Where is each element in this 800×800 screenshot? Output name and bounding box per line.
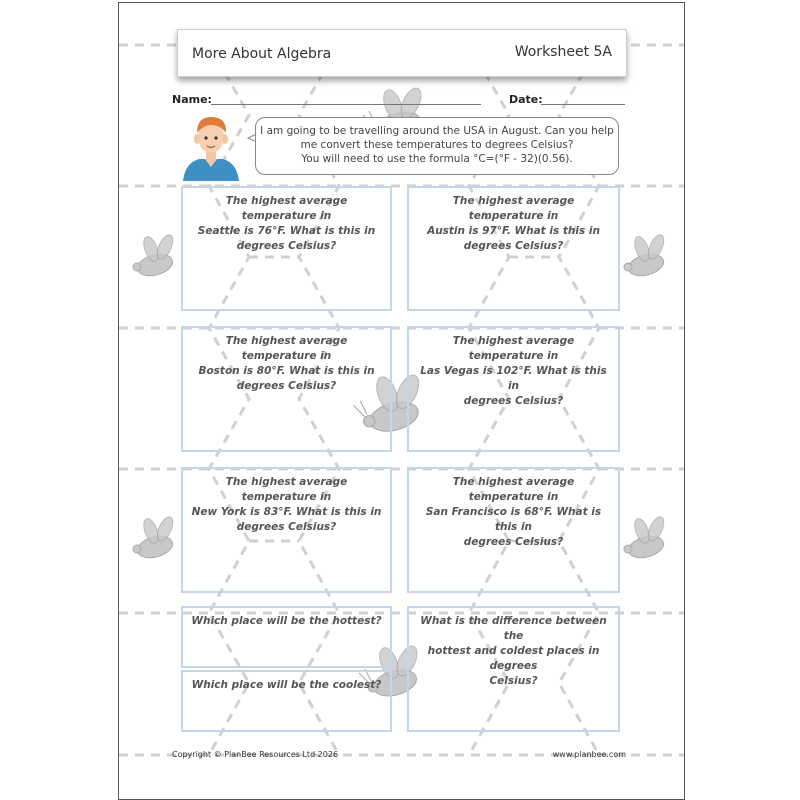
question-box-boston[interactable]: [181, 326, 392, 452]
name-label: Name:: [172, 93, 212, 106]
copyright-notice: Copyright © PlanBee Resources Ltd 2026: [172, 750, 339, 759]
question-box-las-vegas[interactable]: [407, 326, 620, 452]
date-label: Date:: [509, 93, 543, 106]
worksheet-title: More About Algebra: [192, 46, 332, 62]
bee-icon: [123, 233, 187, 289]
question-text: Which place will be the coolest?: [191, 679, 382, 691]
speech-text: I am going to be travelling around the USA in August. Can you help me convert these temperatures to degrees Celsius? You will need to use the formula °C=(°F - 32)(0.56).: [260, 125, 614, 165]
question-box-new-york[interactable]: [181, 467, 392, 593]
title-banner: [177, 29, 627, 77]
question-text: Which place will be the hottest?: [191, 615, 382, 627]
question-text: The highest average temperature in Las Vegas is 102°F. What is this in degrees Celsius?: [420, 335, 607, 407]
question-text: The highest average temperature in Boston is 80°F. What is this in degrees Celsius?: [198, 335, 375, 392]
question-text: The highest average temperature in New York is 83°F. What is this in degrees Celsius?: [191, 476, 382, 533]
bee-icon: [123, 515, 187, 571]
question-box-difference[interactable]: [407, 606, 620, 732]
boy-avatar-icon: [181, 111, 241, 181]
question-box-hottest[interactable]: [181, 606, 392, 668]
date-field[interactable]: [541, 104, 625, 105]
bee-icon: [614, 515, 678, 571]
worksheet-page: [118, 2, 685, 800]
question-text: What is the difference between the hottest and coldest places in degrees Celsius?: [420, 615, 607, 687]
question-text: The highest average temperature in Seattle is 76°F. What is this in degrees Celsius?: [197, 195, 376, 252]
worksheet-number: Worksheet 5A: [514, 44, 612, 60]
speech-bubble: [255, 117, 619, 175]
bee-icon: [614, 233, 678, 289]
name-field[interactable]: [211, 104, 481, 105]
question-text: The highest average temperature in Austin is 97°F. What is this in degrees Celsius?: [427, 195, 600, 252]
question-box-coolest[interactable]: [181, 670, 392, 732]
question-text: The highest average temperature in San Francisco is 68°F. What is this in degrees Celsius?: [425, 476, 602, 548]
question-box-san-francisco[interactable]: [407, 467, 620, 593]
question-box-seattle[interactable]: [181, 186, 392, 311]
question-box-austin[interactable]: [407, 186, 620, 311]
website-link[interactable]: www.planbee.com: [552, 750, 626, 759]
